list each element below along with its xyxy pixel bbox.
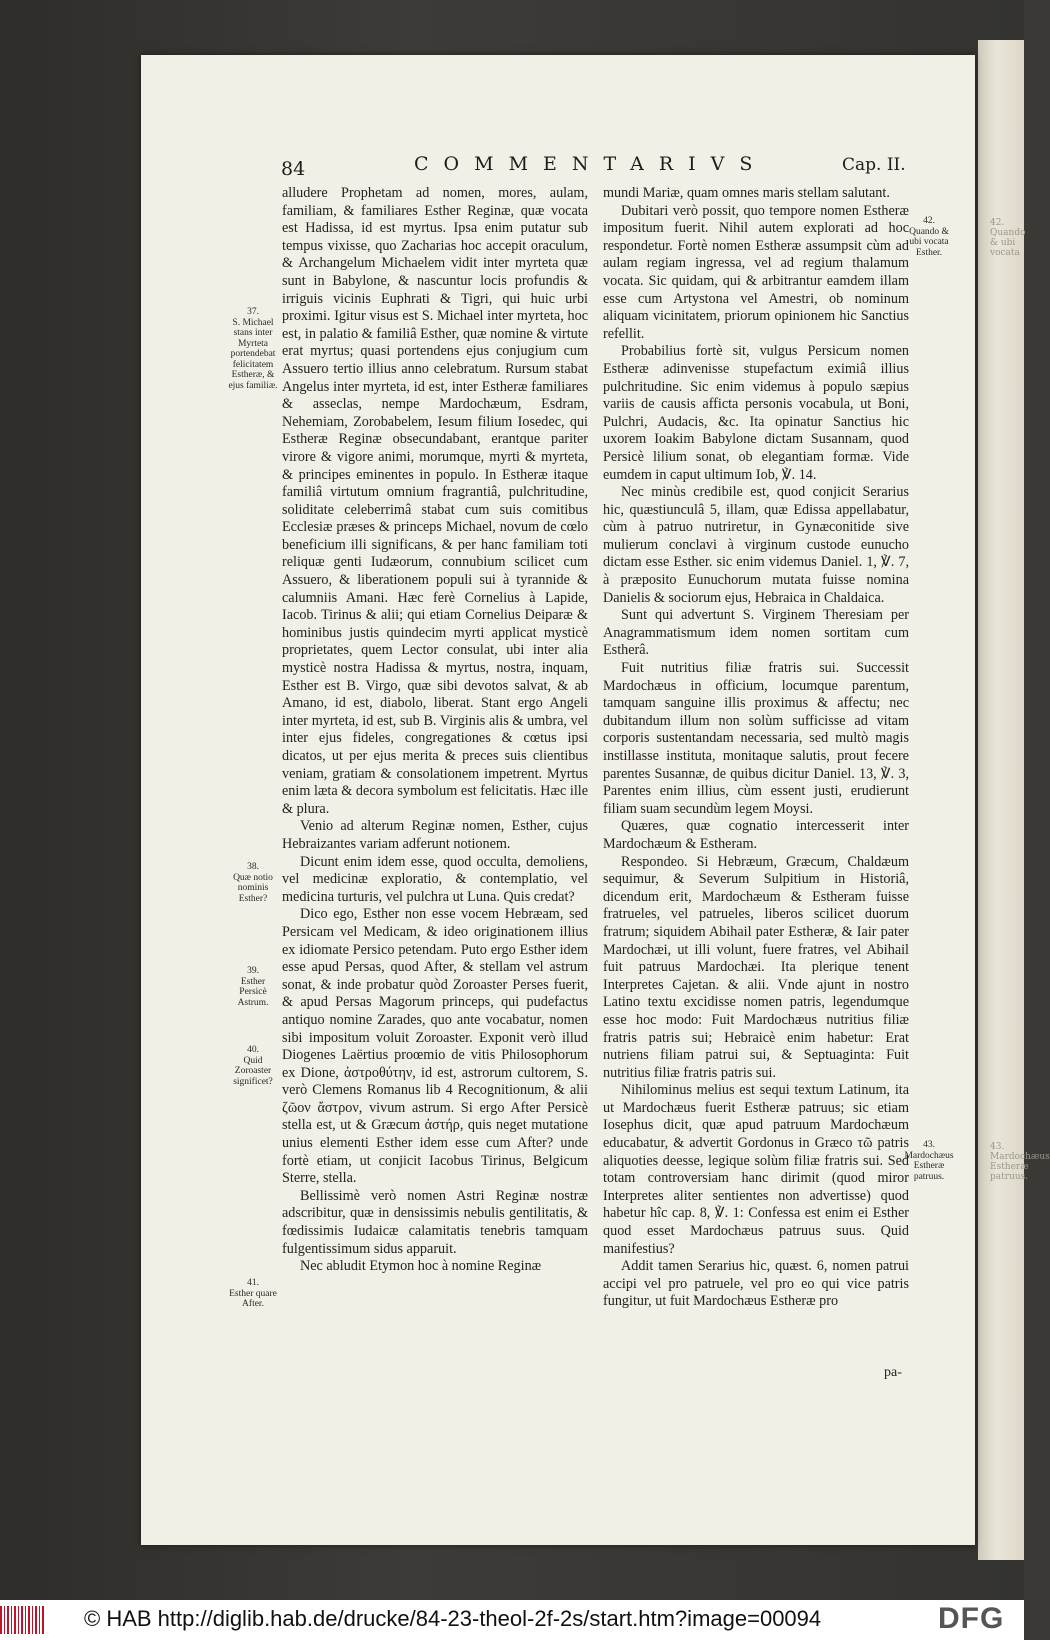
margin-note-number: 39. [247, 966, 259, 976]
facing-page-edge [978, 40, 1050, 1560]
paragraph: Nihilominus melius est sequi textum Latinum, ita ut Mardochæus fuerit Estheræ patruus; sic etiam Iosephus dicit, quæ apud patruum Mardochæum educabatur, & advertit Gordonus in Græco τῶ patris aliquoties deesse, legique solùm filiæ fratris sui. Sed totam controversiam hanc dirimit (quod miror Interpretes aliter sentientes non advertisse) quod habetur hîc cap. 8, ℣. 1: Confessa est enim ei Esther quod esset Mardochæus patruus suus. Quid manifestius? [603, 1082, 909, 1257]
dfg-logo: DFG [938, 1602, 1005, 1635]
paragraph: Addit tamen Serarius hic, quæst. 6, nomen patrui accipi vel pro patruele, vel pro eo qui vice patris fungitur, ut fuit Mardochæus Estheræ pro [603, 1258, 909, 1310]
margin-note-text: Mardochæus Estheræ patruus. [904, 1150, 954, 1182]
paragraph: Quæres, quæ cognatio intercesserit inter Mardochæum & Estheram. [603, 818, 909, 852]
margin-note-number: 41. [247, 1278, 259, 1288]
margin-note [903, 216, 955, 258]
margin-note [227, 307, 279, 391]
catchword: pa- [884, 1365, 902, 1380]
margin-note-number: 42. [923, 216, 935, 226]
paragraph: Venio ad alterum Reginæ nomen, Esther, cujus Hebraizantes variam adferunt notionem. [282, 818, 588, 852]
margin-note [227, 966, 279, 1008]
paragraph: Bellissimè verò nomen Astri Reginæ nostræ adscribitur, quæ in densissimis nebulis gentilitatis, & fœdissimis Iudaicæ calamitatis tenebris tamquam fulgentissimum sidus apparuit. [282, 1187, 588, 1257]
paragraph: Dubitari verò possit, quo tempore nomen Estheræ impositum fuerit. Nihil autem explorati ad hoc respondetur. Fortè nomen Estheræ assumpsit cùm ad aulam regiam ingressa, vel ad regium thalamum vocata. Sic quidam, qui & arbitrantur eamdem illam esse cum Artystona vel Amestri, ob nominum aliquam vicinitatem, priorum opinionem hic Sanctius refellit. [603, 202, 909, 342]
paragraph: mundi Mariæ, quam omnes maris stellam salutant. [603, 185, 890, 201]
facing-page-note: 42. Quando & ubi vocata [990, 218, 1026, 258]
margin-note-text: Quæ notio nominis Esther? [233, 872, 273, 904]
chapter-label: Cap. II. [842, 155, 906, 175]
margin-note [227, 862, 279, 904]
running-title: COMMENTARIVS [414, 153, 768, 175]
margin-note-number: 37. [247, 307, 259, 317]
viewer-footer [0, 1600, 1024, 1640]
margin-note [227, 1045, 279, 1087]
left-text-column [282, 185, 588, 1276]
hab-logo-icon [0, 1606, 46, 1634]
paragraph: Dicunt enim idem esse, quod occulta, demoliens, vel medicinæ exploratio, & contemplatio, vel medicina turturis, vel pulchra ut Luna. Quis credat? [282, 853, 588, 905]
margin-note-text: Esther Persicè Astrum. [237, 976, 269, 1008]
margin-note-number: 43. [923, 1140, 935, 1150]
margin-note-text: Quid Zoroaster significet? [233, 1055, 273, 1087]
paragraph: Sunt qui advertunt S. Virginem Theresiam per Anagrammatismum idem nomen sortitam cum Estherâ. [603, 607, 909, 659]
margin-note-text: Quando & ubi vocata Esther. [909, 226, 949, 258]
page-number: 84 [281, 158, 306, 180]
right-text-column [603, 185, 909, 1311]
margin-note [903, 1140, 955, 1182]
paragraph: Nec abludit Etymon hoc à nomine Reginæ [300, 1258, 542, 1275]
paragraph: Fuit nutritius filiæ fratris sui. Successit Mardochæus in officium, locumque parentum, tamquam sanguine illis proximus & affectu; nec dubitandum illum non solùm sufficisse ad vitam corporis sustentandam necessaria, sed multò magis instillasse instituta, monitaque salutis, prout fecere parentes Susannæ, de quibus dicitur Daniel. 13, ℣. 3, Parentes enim illius, cùm essent justi, erudierunt filiam suam secundùm legem Moysi. [603, 660, 909, 817]
paragraph: alludere Prophetam ad nomen, mores, aulam, familiam, & familiares Esther Reginæ, quæ vocata est Hadissa, id est myrtus. Ipsa enim putatur sub tempus vixisse, quo Zacharias hoc accepit oraculum, & Archangelum Michaelem vidit inter myrteta quæ sunt in Babylone, & nascuntur locis profundis & irriguis vicinis Euphrati & Tigri, qui huic urbi proximi. Igitur visus est S. Michael inter myrteta, hoc est, in palatio & familiâ Esther, quæ nomine & virtute erat myrtus; quasi portendens ejus conjugium cum Assuero tertio illius anno celebratum. Rursum stabat Angelus inter myrteta, id est, inter Estheræ familiares & asseclas, nempe Mardochæum, Esdram, Nehemiam, Zorobabelem, Iesum filium Iosedec, qui Estheræ Reginæ obsecundabant, erantque pariter virore & vigore animi, morumque, myrti & myrteta, & principes eminentes in populo. In Estheræ itaque familiâ virtutum omnium fragrantiâ, pulchritudine, soliditate celeberrimâ stabat cum suis comitibus Ecclesiæ præses & princeps Michael, novum de cœlo beneficium illi significans, & per hanc familiam toti reliquæ genti Iudæorum, connubium scilicet cum Assuero, & liberationem populi sui à tyrannide & calumniis Amani. Hæc ferè Cornelius à Lapide, Iacob. Tirinus & alii; qui etiam Cornelius Deiparæ & hominibus justis quindecim myrti applicat mysticè proprietates, quem Lector consulat, ubi inter alia mysticè nostra Hadissa & myrtus, nostra, inquam, Esther est B. Virgo, quæ sibi devotos salvat, & ab Amano, id est, diabolo, liberat. Stant ergo Angeli inter myrteta, id est, sub B. Virginis alis & umbra, vel inter ejus fideles, congregationes & cœtus ipsi dicatos, ut per ejus merita & preces suis clientibus veniam, gratiam & consolationem impetrent. Myrtus enim læta & decora symbolum est felicitatis. Hæc ille & plura. [282, 185, 588, 817]
margin-note-text: S. Michael stans inter Myrteta portendebat felicitatem Estheræ, & ejus familiæ. [228, 317, 278, 391]
margin-note-number: 40. [247, 1045, 259, 1055]
margin-note [227, 1278, 279, 1310]
facing-page-note: 43. Mardochæus Estheræ patruus. [990, 1142, 1050, 1182]
margin-note-text: Esther quare After. [229, 1288, 277, 1309]
margin-note-number: 38. [247, 862, 259, 872]
source-credit-link[interactable]: © HAB http://diglib.hab.de/drucke/84-23-theol-2f-2s/start.htm?image=00094 [84, 1606, 822, 1631]
paragraph: Respondeo. Si Hebræum, Græcum, Chaldæum sequimur, & Severum Sulpitium in Historiâ, dicendum erit, Mardochæum & Estheram fuisse fratrueles, vel patrueles, liberos scilicet duorum fratrum; siquidem Abihail pater Estheræ, & Iair pater Mardochæi, ut illi volunt, fuere fratres, vel Abihail fuit patruus Mardochæi. Ita plerique tenent Interpretes Cajetan. & alii. Vnde ajunt in nostro Latino textu excidisse nomen patris, legendumque esse hoc modo: Fuit Mardochæus nutritius filiæ fratris patris sui; Hebraicè enim habetur: Erat nutriens filiam patrui sui, & Septuaginta: Fuit nutritius filiæ fratris patris sui. [603, 853, 909, 1081]
paragraph: Nec minùs credibile est, quod conjicit Serarius hic, quæstiunculâ 5, illam, quæ Edissa appellabatur, cùm à patruo nutriretur, in Gynæconitide sive mulierum conclavi à virginum custode eunucho dictam esse Esther. sic enim videmus Daniel. 1, ℣. 7, à præposito Eunuchorum mutata fuisse nomina Danielis & sociorum ejus, Hebraica in Chaldaica. [603, 484, 909, 606]
paragraph: Dico ego, Esther non esse vocem Hebræam, sed Persicam vel Medicam, & ideo originationem illius ex idiomate Persico petendam. Puto ergo Esther idem esse apud Persas, quod After, & stellam vel astrum sonat, & inde probatur quòd Zoroaster Perses fuerit, & apud Persas Magorum princeps, qui pudefactus antiquo nomine Zarades, quo ante vocabatur, nomen sibi impositum voluit Zoroaster. Exponit verò illud Diogenes Laërtius proœmio de vitis Philosophorum ex Dione, ἀστροθύτην, id est, astrorum cultorem, S. verò Clemens Romanus lib 4 Recognitionum, & alii ζῶον ἄστρον, vivum astrum. Si ergo After Persicè stella est, ut & Græcum ἀστήρ, quis neget mutatione unius elementi Esther idem esse cum After? unde fortè etiam, ut conjicit Iacobus Tirinus, Belgicum Sterre, stella. [282, 906, 588, 1187]
paragraph: Probabilius fortè sit, vulgus Persicum nomen Estheræ adinvenisse stupefactum eximiâ illius pulchritudine. Sic enim videmus à populo sæpius variis de causis afficta personis vocabula, ut Boni, Pulchri, Audacis, &c. Ita opinatur Sanctius hic uxorem Ioakim Babylone dictam Susannam, quod Persicè lilium sonat, ob elegantiam formæ. Vide eumdem in caput ultimum Iob, ℣. 14. [603, 343, 909, 483]
